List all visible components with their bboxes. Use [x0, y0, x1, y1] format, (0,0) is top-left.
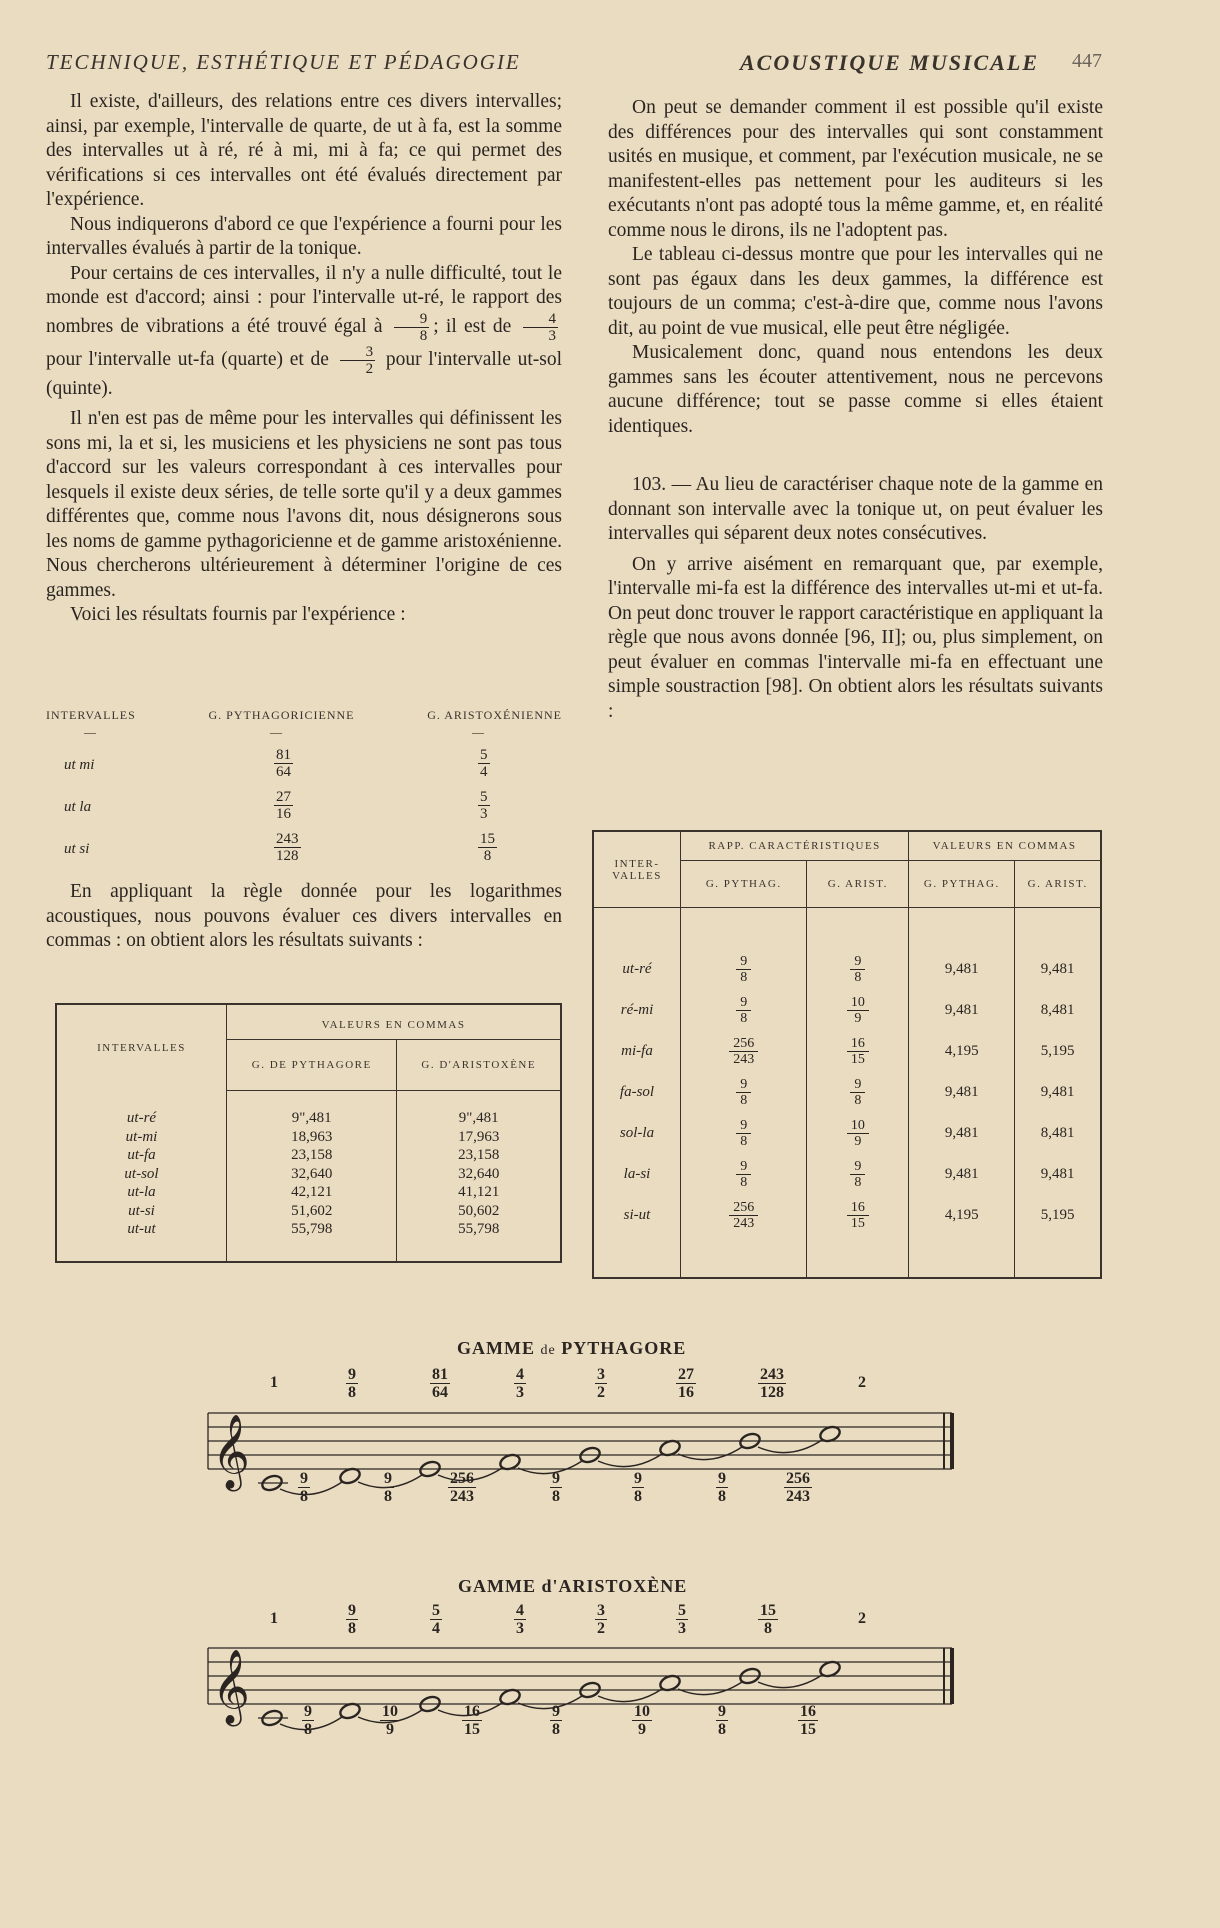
pythagore-commas: 9,481 — [944, 1084, 979, 1100]
aristoxene-ratio — [807, 949, 909, 990]
paragraph: On y arrive aisément en remarquant que, par exemple, l'intervalle mi-fa est la différence des intervalles ut-mi et ut-fa. On peut donc trouver le rapport caractéristique en appliquant la règle que nous avons donnée [96, II]; ou, plus simplement, on peut évaluer en commas l'intervalle mi-fa en effectuant une simple soustraction [98]. On obtient alors les résultats suivants : — [608, 553, 1103, 722]
top-ratio: 4 3 — [516, 1366, 524, 1401]
pythagore-commas: 9,481 — [944, 1166, 979, 1182]
top-ratio: 5 3 — [678, 1602, 686, 1637]
fraction: $\frac{5}{3}$ — [480, 789, 488, 822]
table-row — [593, 1113, 1101, 1154]
fraction: $\frac{27}{16}$ — [276, 789, 291, 822]
ratio-row — [46, 787, 562, 829]
interval-label: mi-fa — [593, 1031, 681, 1072]
table-row — [56, 1128, 561, 1147]
fraction: $\frac{9}{8}$ — [850, 1077, 865, 1108]
aristoxene-value: 50,602 — [397, 1202, 561, 1221]
music-staff — [200, 1393, 980, 1503]
step-ratio: 9 8 — [634, 1470, 642, 1505]
interval-label: ut la — [64, 799, 92, 815]
top-ratio: 5 4 — [432, 1602, 440, 1637]
aristoxene-ratio — [807, 1031, 909, 1072]
interval-label: ré-mi — [593, 990, 681, 1031]
top-ratio: 4 3 — [516, 1602, 524, 1637]
step-ratio: 10 9 — [382, 1703, 398, 1738]
fraction: $\frac{9}{8}$ — [736, 1077, 751, 1108]
interval-label: ut-si — [56, 1202, 227, 1221]
table-row — [56, 1165, 561, 1184]
aristoxene-ratio — [807, 1113, 909, 1154]
aristoxene-commas: 9,481 — [1015, 1154, 1101, 1195]
fraction: $\frac{9}{8}$ — [850, 1159, 865, 1190]
interval-label: fa-sol — [593, 1072, 681, 1113]
pythagore-commas: 9,481 — [944, 961, 979, 977]
fraction: $\frac{9}{8}$ — [736, 1159, 751, 1190]
interval-label: ut-ré — [593, 949, 681, 990]
ratio-list: INTERVALLES G. PYTHAGORICIENNE G. ARISTOXÉNIENNE — — — ut mi $\frac{81}{64}$ $\frac{5}{4}$ ut la $\frac{27}{16}$ $\frac{5}{3}$ ut si $\frac{243}{128}$ $\frac{15}{8}$ — [46, 708, 562, 871]
fraction: $\frac{10}{9}$ — [847, 995, 869, 1026]
interval-label: ut-ut — [56, 1221, 227, 1240]
scale-title-aristoxene: GAMME d'ARISTOXÈNE — [458, 1576, 688, 1596]
step-ratio: 9 8 — [304, 1703, 312, 1738]
fraction: $\frac{81}{64}$ — [276, 747, 291, 780]
paragraph: Nous indiquerons d'abord ce que l'expérience a fourni pour les intervalles évalués à partir de la tonique. — [46, 213, 562, 259]
fraction: $\frac{5}{4}$ — [480, 747, 488, 780]
fraction: $\frac{9}{8}$ — [394, 311, 430, 344]
fraction: $\frac{9}{8}$ — [736, 1118, 751, 1149]
pythagore-value: 55,798 — [291, 1221, 333, 1238]
interval-label: ut-fa — [56, 1147, 227, 1166]
fraction: $\frac{15}{8}$ — [480, 831, 495, 864]
paragraph-with-fractions: Pour certains de ces intervalles, il n'y a nulle difficulté, tout le monde est d'accord; ainsi : pour l'intervalle ut-ré, le rapport des nombres de vibrations a été trouvé égal à $\frac{9}{8}$ ; il est de $\frac{4}{3}$ pour l'intervalle ut-fa (quarte) et de $\frac{3}{2}$ pour l'intervalle ut-sol (quinte). — [46, 262, 562, 399]
aristoxene-commas: 9,481 — [1015, 1072, 1101, 1113]
interval-label: ut-sol — [56, 1165, 227, 1184]
paragraph: Il n'en est pas de même pour les intervalles qui définissent les sons mi, la et si, les musiciens et les physiciens ne sont pas tous d'accord sur les valeurs correspondant à ces intervalles pour lesquels il existe deux séries, de telle sorte qu'il y a deux gammes différentes que, comme nous l'avons dit, nous désignerons sous les noms de gamme pythagoricienne et de gamme aristoxénienne. Nous chercherons ultérieurement à déterminer l'origine de ces gammes. — [46, 408, 562, 601]
aristoxene-value: 32,640 — [397, 1165, 561, 1184]
paragraph: Musicalement donc, quand nous entendons les deux gammes sans les écouter attentivement, nous ne percevons aucune différence; tout se passe comme si elles étaient identiques. — [608, 342, 1103, 437]
interval-label: ut mi — [64, 757, 95, 773]
paragraph: 103. — Au lieu de caractériser chaque note de la gamme en donnant son intervalle avec la tonique ut, on peut évaluer les intervalles qui séparent deux notes consécutives. — [608, 474, 1103, 544]
pythagore-commas: 9,481 — [944, 1125, 979, 1141]
step-ratio: 16 15 — [800, 1703, 816, 1738]
pythagore-ratio — [681, 1154, 807, 1195]
table-row — [593, 990, 1101, 1031]
ratio-row — [46, 829, 562, 871]
aristoxene-ratio — [807, 990, 909, 1031]
pythagore-value: 32,640 — [291, 1165, 333, 1182]
table-row — [56, 1202, 561, 1221]
top-ratio: 9 8 — [348, 1602, 356, 1637]
pythagore-commas: 9,481 — [944, 1002, 979, 1018]
table-row — [56, 1147, 561, 1166]
paragraph: En appliquant la règle donnée pour les logarithmes acoustiques, nous pouvons évaluer ces divers intervalles en commas : on obtient alors les résultats suivants : — [46, 881, 562, 951]
top-ratio: 3 2 — [597, 1366, 605, 1401]
ratio-row — [46, 745, 562, 787]
fraction: $\frac{3}{2}$ — [340, 344, 376, 377]
interval-label: sol-la — [593, 1113, 681, 1154]
pythagore-ratio — [681, 949, 807, 990]
step-ratio: 9 8 — [384, 1470, 392, 1505]
ratios-table: INTER-VALLES RAPP. CARACTÉRISTIQUES VALEURS EN COMMAS G. PYTHAG. G. ARIST. G. PYTHAG. G. ARIST. ut-ré $\frac{9}{8}$ $\frac{9}{8}$ 9,481 9,481 ré-mi $\frac{9}{8}$ $\frac{10}{9}$ 9,481 8,481 mi-fa $\frac{256}{243}$ $\frac{16}{15}$ 4,195 5,195 fa-sol $\frac{9}{8}$ $\frac{9}{8}$ 9,481 9,481 sol-la $\frac{9}{8}$ $\frac{10}{9}$ 9,481 8,481 la-si $\frac{9}{8}$ $\frac{9}{8}$ 9,481 9,481 si-ut $\frac{256}{243}$ $\frac{16}{15}$ 4,195 5,195 — [592, 830, 1102, 1279]
interval-label: la-si — [593, 1154, 681, 1195]
pythagore-ratio — [681, 1113, 807, 1154]
fraction: $\frac{243}{128}$ — [276, 831, 299, 864]
fraction: $\frac{4}{3}$ — [523, 311, 559, 344]
left-column — [46, 90, 562, 628]
aristoxene-value: 17,963 — [397, 1128, 561, 1147]
music-staff — [200, 1628, 980, 1738]
aristoxene-commas: 9,481 — [1015, 949, 1101, 990]
aristoxene-commas: 8,481 — [1015, 1113, 1101, 1154]
fraction: $\frac{10}{9}$ — [847, 1118, 869, 1149]
step-ratio: 256 243 — [450, 1470, 474, 1505]
scale-title-pythagore: GAMME de PYTHAGORE — [457, 1338, 687, 1358]
fraction: $\frac{256}{243}$ — [729, 1036, 758, 1067]
paragraph: Le tableau ci-dessus montre que pour les intervalles qui ne sont pas égaux dans les deux gammes, la différence est toujours de un comma; c'est-à-dire que, comme nous l'avons dit, au point de vue musical, elle peut être négligée. — [608, 244, 1103, 339]
table-row — [593, 1031, 1101, 1072]
interval-label: ut-ré — [56, 1110, 227, 1129]
pythagore-ratio — [681, 1072, 807, 1113]
ratio-list-header: INTERVALLES G. PYTHAGORICIENNE G. ARISTOXÉNIENNE — [46, 708, 562, 722]
table-row — [593, 1154, 1101, 1195]
top-ratio: 27 16 — [678, 1366, 694, 1401]
degree-number: 1 — [270, 1374, 278, 1391]
pythagore-value: 23,158 — [291, 1147, 333, 1164]
top-ratio: 81 64 — [432, 1366, 448, 1401]
paragraph: Voici les résultats fournis par l'expérience : — [70, 604, 406, 625]
pythagore-ratio — [681, 1031, 807, 1072]
pythagore-value: 18,963 — [291, 1128, 333, 1145]
top-ratio: 15 8 — [760, 1602, 776, 1637]
pythagore-value: 51,602 — [291, 1202, 333, 1219]
interval-label: ut-la — [56, 1184, 227, 1203]
pythagore-commas: 4,195 — [944, 1043, 979, 1059]
fraction: $\frac{9}{8}$ — [850, 954, 865, 985]
step-ratio: 9 8 — [718, 1703, 726, 1738]
pythagore-ratio — [681, 1195, 807, 1236]
svg-text:𝄞: 𝄞 — [212, 1415, 250, 1489]
paragraph: Il existe, d'ailleurs, des relations entre ces divers intervalles; ainsi, par exemple, l'intervalle de quarte, de ut à fa, est la somme des intervalles ut à ré, ré à mi, mi à fa; ce qui permet des vérifications si ces intervalles ont été évalués directement par l'expérience. — [46, 91, 562, 210]
page-number: 447 — [1072, 50, 1102, 72]
step-ratio: 9 8 — [552, 1703, 560, 1738]
aristoxene-value: 41,121 — [397, 1184, 561, 1203]
table-row — [56, 1221, 561, 1240]
fraction: $\frac{9}{8}$ — [736, 954, 751, 985]
interval-label: ut-mi — [56, 1128, 227, 1147]
degree-number: 1 — [270, 1610, 278, 1627]
fraction: $\frac{16}{15}$ — [847, 1200, 869, 1231]
top-ratio: 3 2 — [597, 1602, 605, 1637]
table-row — [56, 1110, 561, 1129]
paragraph: On peut se demander comment il est possible qu'il existe des différences pour des intervalles qui sont constamment usités en musique, et comment, par l'exécution musicale, ne se manifestent-elles pas nettement pour les auditeurs si les exécutants n'ont pas adopté tous la même gamme, et, en réalité comme nous le dirons, ils ne l'adoptent pas. — [608, 97, 1103, 241]
fraction: $\frac{16}{15}$ — [847, 1036, 869, 1067]
interval-label: si-ut — [593, 1195, 681, 1236]
step-ratio: 9 8 — [718, 1470, 726, 1505]
top-ratio: 243 128 — [760, 1366, 784, 1401]
top-ratio: 9 8 — [348, 1366, 356, 1401]
right-column — [608, 96, 1103, 724]
aristoxene-commas: 8,481 — [1015, 990, 1101, 1031]
paragraph-block — [46, 880, 562, 954]
pythagore-value: 9",481 — [291, 1110, 332, 1127]
aristoxene-value: 55,798 — [397, 1221, 561, 1240]
pythagore-ratio — [681, 990, 807, 1031]
table-row — [593, 1072, 1101, 1113]
svg-text:𝄞: 𝄞 — [212, 1650, 250, 1724]
degree-number: 2 — [858, 1610, 866, 1627]
fraction: $\frac{256}{243}$ — [729, 1200, 758, 1231]
aristoxene-commas: 5,195 — [1015, 1031, 1101, 1072]
step-ratio: 9 8 — [300, 1470, 308, 1505]
step-ratio: 9 8 — [552, 1470, 560, 1505]
interval-label: ut si — [64, 841, 90, 857]
step-ratio: 16 15 — [464, 1703, 480, 1738]
degree-number: 2 — [858, 1374, 866, 1391]
aristoxene-value: 9",481 — [397, 1110, 561, 1129]
aristoxene-ratio — [807, 1195, 909, 1236]
step-ratio: 256 243 — [786, 1470, 810, 1505]
aristoxene-ratio — [807, 1154, 909, 1195]
fraction: $\frac{9}{8}$ — [736, 995, 751, 1026]
commas-table: INTERVALLES VALEURS EN COMMAS G. DE PYTHAGORE G. D'ARISTOXÈNE ut-ré 9",481 9",481 ut-mi 18,963 17,963 ut-fa 23,158 23,158 ut-sol 32,640 32,640 ut-la 42,121 41,121 ut-si 51,602 50,602 ut-ut 55,798 55,798 — [55, 1003, 562, 1263]
table-row — [56, 1184, 561, 1203]
running-header-right: ACOUSTIQUE MUSICALE — [740, 50, 1040, 75]
table-row — [593, 1195, 1101, 1236]
aristoxene-commas: 5,195 — [1015, 1195, 1101, 1236]
pythagore-value: 42,121 — [291, 1184, 333, 1201]
aristoxene-ratio — [807, 1072, 909, 1113]
step-ratio: 10 9 — [634, 1703, 650, 1738]
pythagore-commas: 4,195 — [944, 1207, 979, 1223]
aristoxene-value: 23,158 — [397, 1147, 561, 1166]
table-row — [593, 949, 1101, 990]
running-header-left: TECHNIQUE, ESTHÉTIQUE ET PÉDAGOGIE — [46, 50, 521, 74]
